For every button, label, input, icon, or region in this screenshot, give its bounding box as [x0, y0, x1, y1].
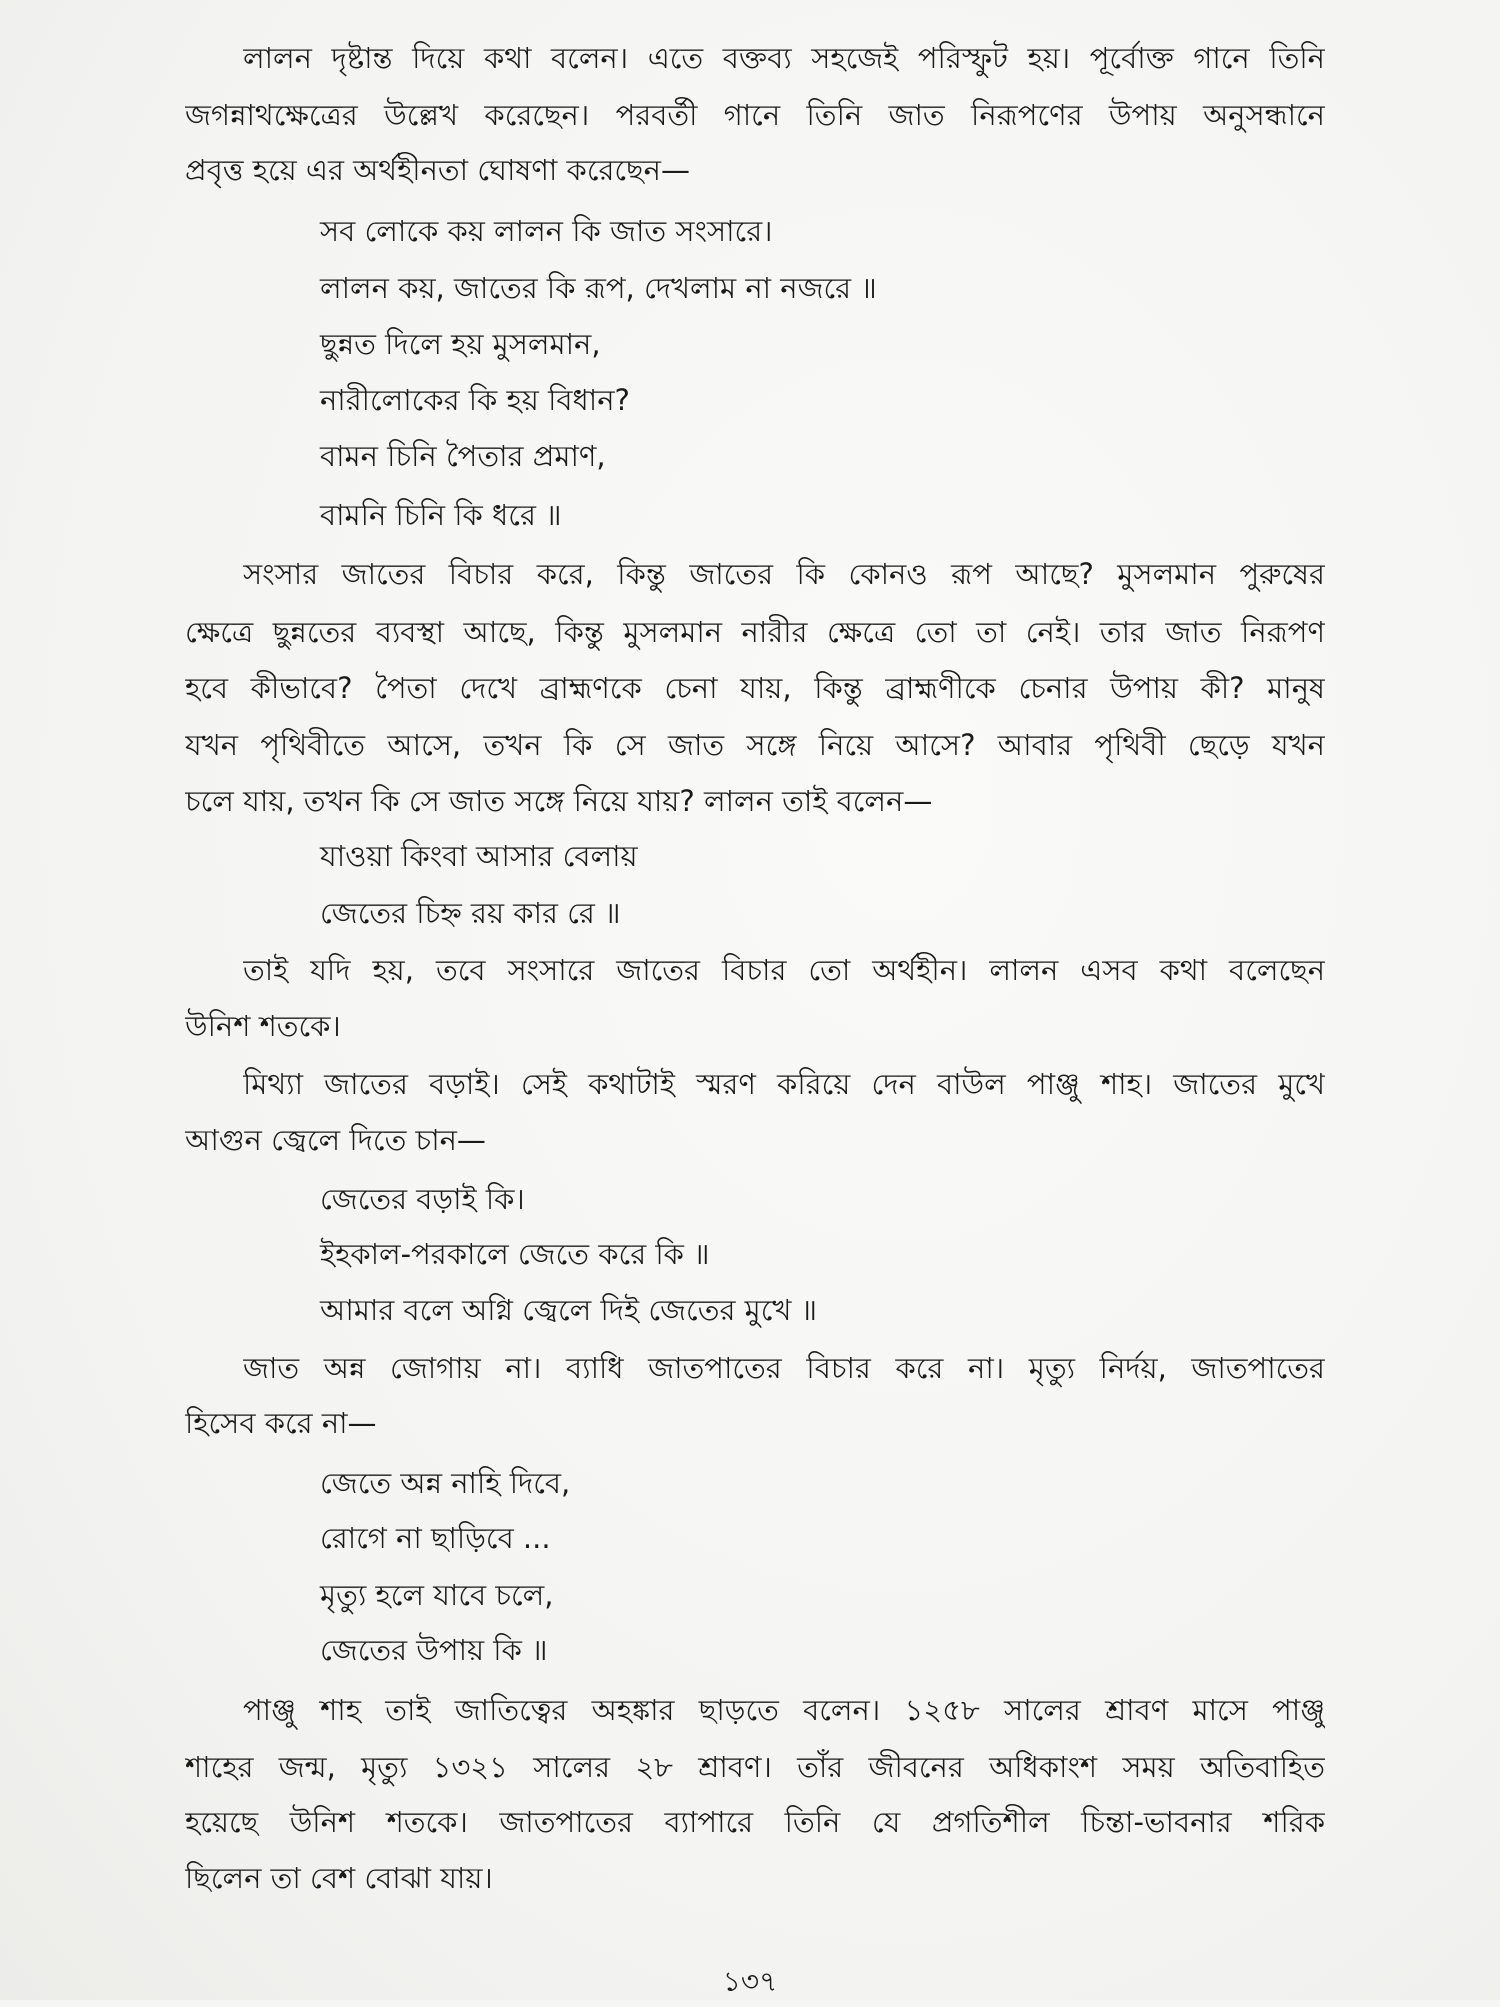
text-line: লালন দৃষ্টান্ত দিয়ে কথা বলেন। এতে বক্তব্য সহজেই পরিস্ফুট হয়। পূর্বোক্ত গানে তিনি — [243, 41, 1325, 75]
verse-line: নারীলোকের কি হয় বিধান? — [320, 383, 630, 417]
text-line: জগন্নাথক্ষেত্রের উল্লেখ করেছেন। পরবর্তী গানে তিনি জাত নিরূপণের উপায় অনুসন্ধানে — [185, 98, 1325, 132]
page-number: ১৩৭ — [722, 1965, 778, 1998]
verse-line: যাওয়া কিংবা আসার বেলায় — [320, 839, 638, 873]
text-line: ক্ষেত্রে ছুন্নতের ব্যবস্থা আছে, কিন্তু মুসলমান নারীর ক্ষেত্রে তো তা নেই। তার জাত নিরূপণ — [185, 615, 1325, 649]
text-line: যখন পৃথিবীতে আসে, তখন কি সে জাত সঙ্গে নিয়ে আসে? আবার পৃথিবী ছেড়ে যখন — [185, 728, 1325, 762]
text-line: উনিশ শতকে। — [185, 1009, 341, 1043]
verse-line: আমার বলে অগ্নি জ্বেলে দিই জেতের মুখে ॥ — [320, 1293, 818, 1327]
text-line: শাহের জন্ম, মৃত্যু ১৩২১ সালের ২৮ শ্রাবণ। তাঁর জীবনের অধিকাংশ সময় অতিবাহিত — [185, 1750, 1325, 1784]
verse-line: সব লোকে কয় লালন কি জাত সংসারে। — [320, 214, 773, 248]
text-line: হবে কীভাবে? পৈতা দেখে ব্রাহ্মণকে চেনা যায়, কিন্তু ব্রাহ্মণীকে চেনার উপায় কী? মানুষ — [185, 671, 1325, 705]
verse-line: ছুন্নত দিলে হয় মুসলমান, — [320, 327, 601, 361]
text-line: পাঞ্জু শাহ তাই জাতিত্বের অহঙ্কার ছাড়তে বলেন। ১২৫৮ সালের শ্রাবণ মাসে পাঞ্জু — [243, 1693, 1325, 1727]
text-line: সংসার জাতের বিচার করে, কিন্তু জাতের কি কোনও রূপ আছে? মুসলমান পুরুষের — [243, 557, 1325, 591]
verse-line: বামনি চিনি কি ধরে ॥ — [320, 498, 562, 532]
text-line: চলে যায়, তখন কি সে জাত সঙ্গে নিয়ে যায়? লালন তাই বলেন— — [185, 784, 933, 818]
verse-line: জেতের চিহ্ন রয় কার রে ॥ — [320, 896, 621, 930]
verse-line: জেতের উপায় কি ॥ — [320, 1633, 548, 1667]
text-line: জাত অন্ন জোগায় না। ব্যাধি জাতপাতের বিচার করে না। মৃত্যু নির্দয়, জাতপাতের — [243, 1351, 1325, 1385]
text-line: তাই যদি হয়, তবে সংসারে জাতের বিচার তো অর্থহীন। লালন এসব কথা বলেছেন — [243, 953, 1325, 987]
verse-line: মৃত্যু হলে যাবে চলে, — [320, 1578, 554, 1612]
text-line: আগুন জ্বেলে দিতে চান— — [185, 1123, 486, 1157]
text-line: মিথ্যা জাতের বড়াই। সেই কথাটাই স্মরণ করিয়ে দেন বাউল পাঞ্জু শাহ। জাতের মুখে — [243, 1067, 1325, 1101]
text-line: হিসেব করে না— — [185, 1406, 377, 1440]
text-line: প্রবৃত্ত হয়ে এর অর্থহীনতা ঘোষণা করেছেন— — [185, 153, 690, 187]
verse-line: লালন কয়, জাতের কি রূপ, দেখলাম না নজরে ॥ — [320, 271, 877, 305]
text-line: ছিলেন তা বেশ বোঝা যায়। — [185, 1861, 493, 1895]
text-line: হয়েছে উনিশ শতকে। জাতপাতের ব্যাপারে তিনি যে প্রগতিশীল চিন্তা-ভাবনার শরিক — [185, 1805, 1325, 1839]
verse-line: ইহকাল-পরকালে জেতে করে কি ॥ — [320, 1237, 710, 1271]
verse-line: বামন চিনি পৈতার প্রমাণ, — [320, 439, 606, 473]
verse-line: জেতের বড়াই কি। — [320, 1182, 525, 1216]
verse-line: জেতে অন্ন নাহি দিবে, — [320, 1466, 571, 1500]
verse-line: রোগে না ছাড়িবে ... — [320, 1521, 551, 1555]
